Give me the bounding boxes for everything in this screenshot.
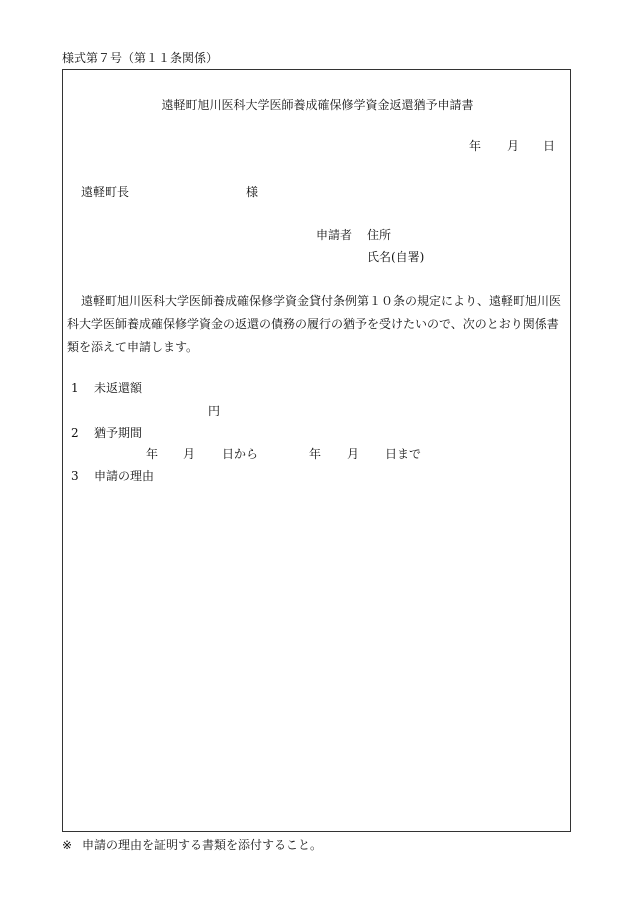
addressee-honorific: 様	[246, 185, 259, 199]
note-mark: ※	[62, 838, 73, 852]
application-reason-label: 申請の理由	[94, 469, 155, 483]
unpaid-amount-label: 未返還額	[94, 381, 143, 395]
document-title: 遠軽町旭川医科大学医師養成確保修学資金返還猶予申請書	[161, 98, 474, 112]
deferral-period-label: 猶予期間	[94, 426, 143, 440]
date-month-label: 月	[507, 139, 520, 153]
application-statement: 遠軽町旭川医科大学医師養成確保修学資金貸付条例第１０条の規定により、遠軽町旭川医科大学医師養成確保修学資金の返還の債務の履行の猶予を受けたいので、次のとおり関係書類を添えて申請します。	[67, 294, 562, 354]
item-number: 2	[71, 426, 79, 440]
period-from-month: 月	[183, 447, 196, 461]
date-day-label: 日	[543, 139, 556, 153]
application-form	[62, 69, 571, 832]
period-to-day: 日まで	[385, 447, 422, 461]
footnote-text: 申請の理由を証明する書類を添付すること。	[82, 838, 323, 852]
footnote	[62, 837, 322, 853]
name-field-label: 氏名(自署)	[367, 250, 425, 264]
period-to-year: 年	[309, 447, 322, 461]
address-field-label: 住所	[367, 228, 392, 242]
period-from-day: 日から	[222, 447, 259, 461]
yen-unit-label: 円	[208, 404, 221, 418]
addressee-name: 遠軽町長	[81, 185, 130, 199]
period-to-month: 月	[347, 447, 360, 461]
applicant-label: 申請者	[316, 228, 353, 242]
period-from-year: 年	[146, 447, 159, 461]
item-number: 3	[71, 469, 79, 483]
item-number: 1	[71, 381, 79, 395]
date-year-label: 年	[469, 139, 482, 153]
form-number-label: 様式第７号（第１１条関係）	[62, 51, 219, 65]
